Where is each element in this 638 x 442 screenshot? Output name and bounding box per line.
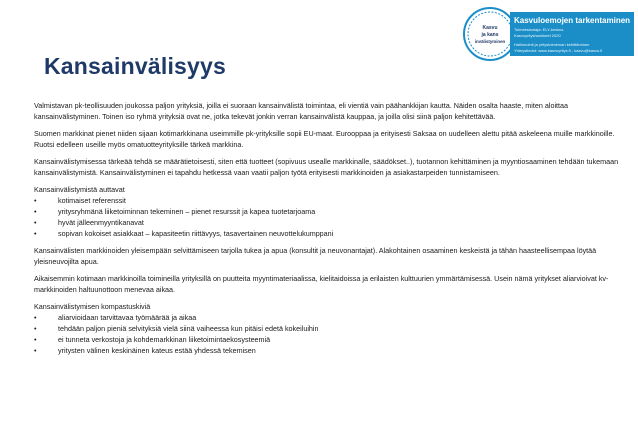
list-item <box>34 312 626 323</box>
list-heading: Kansainvälistymistä auttavat <box>34 185 125 194</box>
header-badge <box>462 6 634 64</box>
list-item-text: yritysten välinen keskinäinen kateus estää yhdessä tekemisen <box>58 346 256 355</box>
paragraph: Valmistavan pk-teollisuuden joukossa paljon yrityksiä, joilla ei suoraan kansainvälistä toimintaa, eli vientiä vain päähankkijan kautta. Näiden osalta haaste, miten aloittaa kansainvälistyminen. Toinen iso ryhmä yrityksiä ovat ne, jotka tekevät jonkin verran kansainvälistä kauppaa, ja joilla olisi siinä paljon kehitettävää. <box>34 101 569 121</box>
list-item-text: hyvät jälleenmyyntikanavat <box>58 218 144 227</box>
bullet-icon: • <box>34 335 37 344</box>
paragraph: Suomen markkinat pienet niiden sijaan kotimarkkinana useimmille pk-yrityksille sopii EU-maat. Eurooppaa ja erityisesti Saksaa on uudelleen alettu pitää askeleena muille markkinoille. Ruotsi edelleen useille myös omatuotteyrityksille tärkeä markkina. <box>34 129 615 149</box>
bullet-icon: • <box>34 324 37 333</box>
svg-text:ja kans: ja kans <box>481 32 499 38</box>
list-item <box>34 323 626 334</box>
bullet-icon: • <box>34 207 37 216</box>
badge-line: Toimeksiantaja: ELY-keskus <box>514 27 564 32</box>
badge-line: Hallinnointi ja yritystoiminnan kehittäminen <box>514 42 590 47</box>
list-item-text: sopivan kokoiset asiakkaat – kapasiteetin riittävyys, tasavertainen neuvottelukumppani <box>58 229 334 238</box>
bullet-icon: • <box>34 196 37 205</box>
paragraph: Kansainvälisten markkinoiden yleisempään selvittämiseen tarjolla tukea ja apua (konsultit ja neuvonantajat). Alakohtainen osaaminen keskeistä ja tähän haasteellisempaa löytää yleisneuvojilta apua. <box>34 246 597 266</box>
list-item <box>34 228 626 239</box>
list-item <box>34 345 626 356</box>
list-item-text: tehdään paljon pieniä selvityksiä vielä siinä vaiheessa kun pitäisi edetä kokeiluihin <box>58 324 319 333</box>
list-item <box>34 217 626 228</box>
bullet-list <box>34 312 626 356</box>
badge-line: Kasvuyrityshankkeet 2020 <box>514 33 561 38</box>
svg-text:invälistyminen: invälistyminen <box>474 39 506 44</box>
list-item-text: kotimaiset referenssit <box>58 196 126 205</box>
list-item-text: ei tunneta verkostoja ja kohdemarkkinan liiketoimintaekosysteemiä <box>58 335 271 344</box>
paragraph: Kansainvälistymisessa tärkeää tehdä se määrätietoisesti, siten että tuotteet (sopivuus usealle markkinalle, säädökset..), tuotannon kehittäminen ja myyntiosaaminen tehdään tukemaan kansainvälistymistä. Kansainvälistyminen ei tapahdu hetkessä vaan vaatii paljon työtä erityisesti markkinoiden ja asiakastarpeiden tunnistamiseen. <box>34 157 619 177</box>
bullet-list <box>34 195 626 239</box>
list-item-text: yritysryhmänä liiketoiminnan tekeminen – pienet resurssit ja kapea tuotetarjoama <box>58 207 316 216</box>
bullet-icon: • <box>34 313 37 322</box>
list-item-text: aliarvioidaan tarvittavaa työmäärää ja aikaa <box>58 313 197 322</box>
badge-line: Yhteystiedot: www.kasvuyritys.fi - kasvu@kasvu.fi <box>514 48 603 53</box>
list-heading: Kansainvälistymisen kompastuskiviä <box>34 302 151 311</box>
badge-panel <box>510 12 634 56</box>
bullet-icon: • <box>34 229 37 238</box>
list-item <box>34 334 626 345</box>
document-body <box>34 100 626 362</box>
paragraph: Aikaisemmin kotimaan markkinoilla toimineilla yrityksillä on puutteita myyntimateriaalissa, kielitaidoissa ja erilaisten kulttuurien ymmärtämisessä. Usein nämä yritykset aliarvioivat kv-markkinoiden haltuunottoon menevaa aikaa. <box>34 274 609 294</box>
page-title: Kansainvälisyys <box>44 53 227 79</box>
bullet-icon: • <box>34 218 37 227</box>
list-item <box>34 195 626 206</box>
bullet-icon: • <box>34 346 37 355</box>
list-item <box>34 206 626 217</box>
badge-title: Kasvuloemojen tarkentaminen <box>514 16 631 25</box>
svg-text:Kasvu: Kasvu <box>482 25 498 31</box>
